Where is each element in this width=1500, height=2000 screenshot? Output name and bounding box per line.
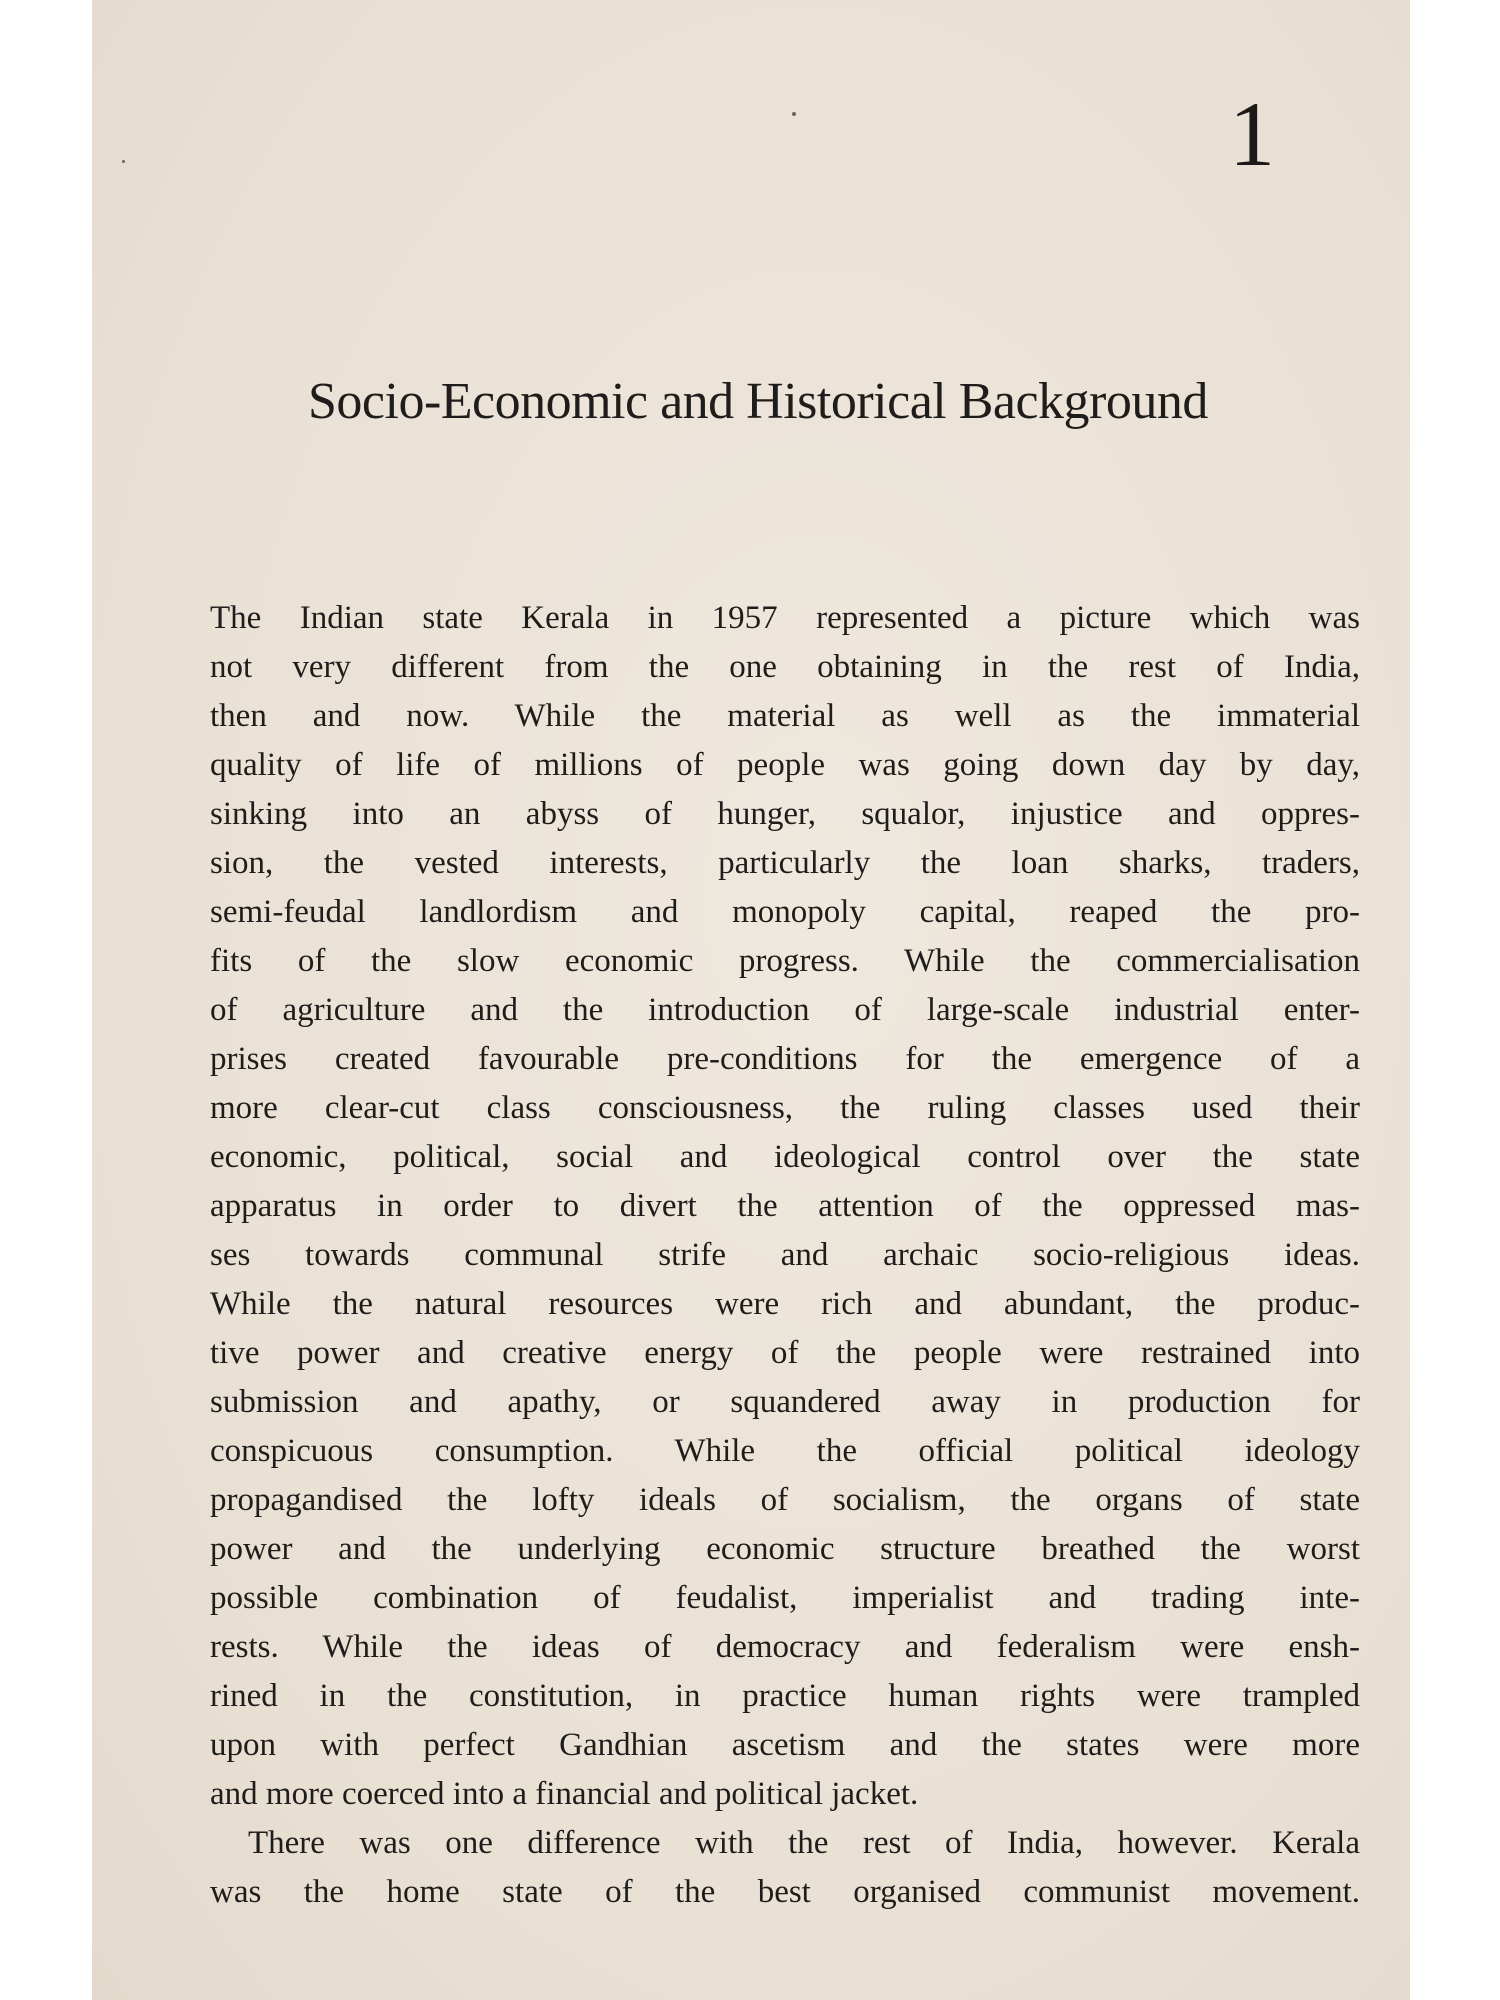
text-line: possible combination of feudalist, imperialist and trading inte-: [210, 1580, 1360, 1616]
body-text: [210, 594, 1360, 1917]
text-line: rests. While the ideas of democracy and federalism were ensh-: [210, 1629, 1360, 1665]
text-line: ses towards communal strife and archaic socio-religious ideas.: [210, 1237, 1360, 1273]
text-line: economic, political, social and ideological control over the state: [210, 1139, 1360, 1175]
text-line: power and the underlying economic structure breathed the worst: [210, 1531, 1360, 1567]
text-line: sinking into an abyss of hunger, squalor, injustice and oppres-: [210, 796, 1360, 832]
text-line: There was one difference with the rest of India, however. Kerala: [248, 1825, 1360, 1861]
text-line: was the home state of the best organised communist movement.: [210, 1874, 1360, 1910]
print-speck: [792, 112, 796, 116]
text-line: rined in the constitution, in practice human rights were trampled: [210, 1678, 1360, 1714]
text-line: tive power and creative energy of the people were restrained into: [210, 1335, 1360, 1371]
print-speck: [122, 160, 125, 163]
text-line: not very different from the one obtaining in the rest of India,: [210, 649, 1360, 685]
text-line: While the natural resources were rich and abundant, the produc-: [210, 1286, 1360, 1322]
text-line: apparatus in order to divert the attention of the oppressed mas-: [210, 1188, 1360, 1224]
text-line: The Indian state Kerala in 1957 represented a picture which was: [210, 600, 1360, 636]
text-line: conspicuous consumption. While the official political ideology: [210, 1433, 1360, 1469]
text-line: upon with perfect Gandhian ascetism and the states were more: [210, 1727, 1360, 1763]
text-line: then and now. While the material as well as the immaterial: [210, 698, 1360, 734]
text-line: submission and apathy, or squandered away in production for: [210, 1384, 1360, 1420]
text-line: and more coerced into a financial and political jacket.: [210, 1776, 919, 1812]
chapter-title: Socio-Economic and Historical Background: [308, 373, 1208, 430]
text-line: propagandised the lofty ideals of socialism, the organs of state: [210, 1482, 1360, 1518]
text-line: sion, the vested interests, particularly the loan sharks, traders,: [210, 845, 1360, 881]
paragraph-1: [210, 594, 1360, 1819]
text-line: more clear-cut class consciousness, the ruling classes used their: [210, 1090, 1360, 1126]
chapter-number: 1: [1229, 83, 1275, 185]
text-line: quality of life of millions of people was going down day by day,: [210, 747, 1360, 783]
book-page: [92, 0, 1410, 2000]
text-line: fits of the slow economic progress. While the commercialisation: [210, 943, 1360, 979]
text-line: semi-feudal landlordism and monopoly capital, reaped the pro-: [210, 894, 1360, 930]
paragraph-2: [210, 1819, 1360, 1917]
text-line: of agriculture and the introduction of large-scale industrial enter-: [210, 992, 1360, 1028]
text-line: prises created favourable pre-conditions for the emergence of a: [210, 1041, 1360, 1077]
